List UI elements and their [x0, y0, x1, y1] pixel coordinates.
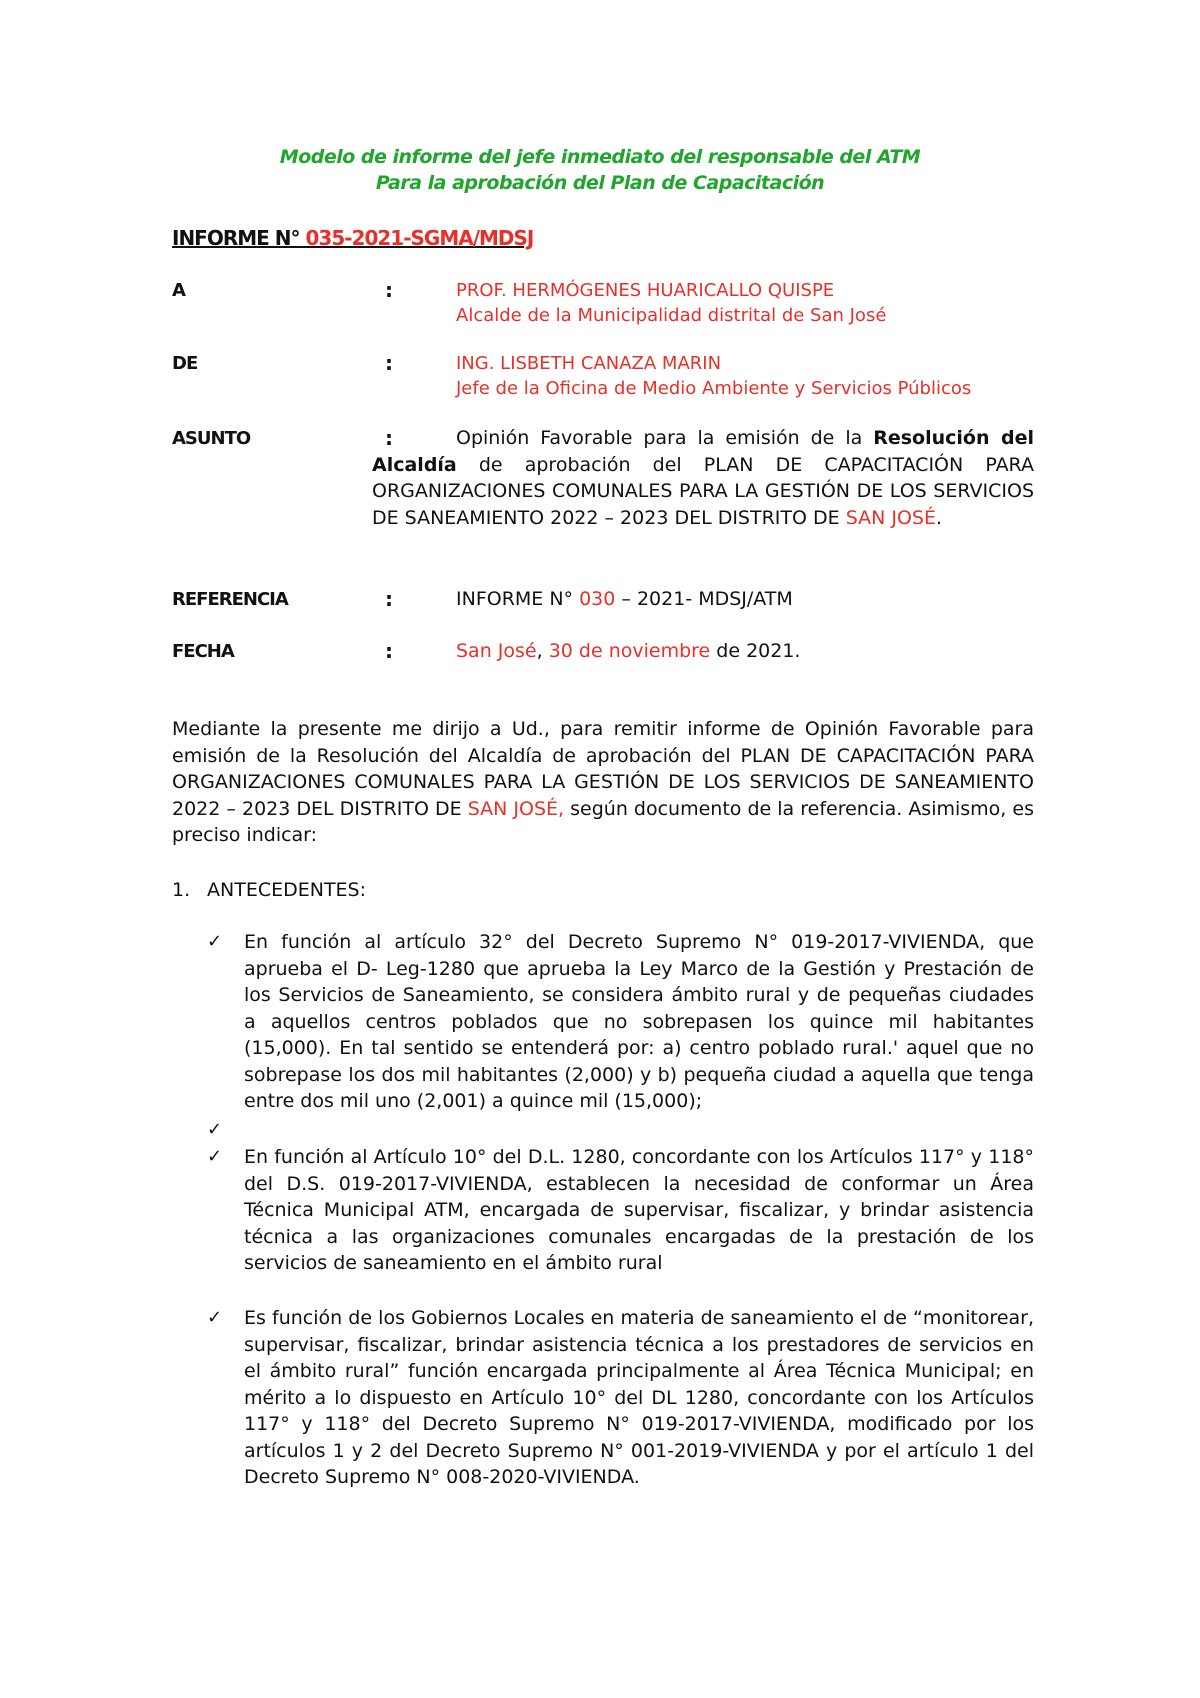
intro-text-1: Mediante la presente me dirijo a Ud., para remitir informe de Opinión Favorable para emisión de la Resolución del Alcaldía de aprobación del PLAN DE CAPACITACIÓN PARA ORGANIZACIONES COMUNALES PARA LA GESTIÓN DE LOS SERVICIOS DE SANEAMIENTO 2022 – 2023 DEL DISTRITO DE — [172, 718, 1034, 820]
intro-paragraph — [172, 716, 1034, 849]
field-a-label: A — [172, 280, 185, 301]
informe-number: 035-2021-SGMA/MDSJ — [305, 226, 534, 250]
fecha-year: de 2021. — [710, 640, 801, 662]
field-de-line2: Jefe de la Oficina de Medio Ambiente y Servicios Públicos — [456, 378, 972, 399]
asunto-colon: : — [385, 426, 393, 450]
asunto-text-3: . — [935, 506, 943, 529]
field-fecha-value — [456, 639, 800, 664]
field-asunto-label: ASUNTO — [172, 428, 251, 449]
bullet-item: En función al artículo 32° del Decreto Supremo N° 019-2017-VIVIENDA, que aprueba el D- Leg-1280 que aprueba la Ley Marco de la Gestión y Prestación de los Servicios de Saneamiento, se considera ámbito rural y de pequeñas ciudades a aquellos centros poblados que no sobrepasen los quince mil habitantes (15,000). En tal sentido se entenderá por: a) centro poblado rural.' aquel que no sobrepase los dos mil habitantes (2,000) y b) pequeña ciudad a aquella que tenga entre dos mil uno (2,001) a quince mil (15,000); — [244, 931, 1034, 1112]
informe-prefix: INFORME N° — [172, 226, 306, 250]
bullet-item: Es función de los Gobiernos Locales en materia de saneamiento el de “monitorear, supervisar, fiscalizar, brindar asistencia técnica a los prestadores de servicios en el ámbito rural” función encargada principalmente al Área Técnica Municipal; en mérito a lo dispuesto en Artículo 10° del DL 1280, concordante con los Artículos 117° y 118° del Decreto Supremo N° 019-2017-VIVIENDA, modificado por los artículos 1 y 2 del Decreto Supremo N° 001-2019-VIVIENDA y por el artículo 1 del Decreto Supremo N° 008-2020-VIVIENDA. — [244, 1307, 1034, 1488]
check-icon: ✓ — [207, 931, 223, 952]
check-icon: ✓ — [207, 1119, 223, 1140]
field-referencia-value — [456, 587, 793, 612]
header-title-line2: Para la aprobación del Plan de Capacitación — [375, 172, 825, 194]
fecha-date: 30 de noviembre — [548, 640, 711, 662]
header-title-line1: Modelo de informe del jefe inmediato del responsable del ATM — [279, 146, 921, 168]
field-a-line1: PROF. HERMÓGENES HUARICALLO QUISPE — [456, 280, 835, 301]
field-de-label: DE — [172, 353, 198, 374]
field-referencia-label: REFERENCIA — [172, 589, 288, 610]
referencia-text-2: – 2021- MDSJ/ATM — [615, 588, 793, 610]
field-a-colon: : — [385, 278, 393, 302]
section-1-title: ANTECEDENTES: — [207, 879, 367, 901]
intro-red-text: SAN JOSÉ, — [467, 797, 565, 820]
fecha-place: San José — [456, 640, 537, 662]
fecha-sep: , — [536, 640, 549, 662]
bullet-item: En función al Artículo 10° del D.L. 1280, concordante con los Artículos 117° y 118° del D.S. 019-2017-VIVIENDA, establecen la necesidad de conformar un Área Técnica Municipal ATM, encargada de supervisar, fiscalizar, y brindar asistencia técnica a las organizaciones comunales encargadas de la prestación de los servicios de saneamiento en el ámbito rural — [244, 1146, 1034, 1274]
field-de-colon: : — [385, 351, 393, 375]
check-icon: ✓ — [207, 1307, 223, 1328]
field-fecha-label: FECHA — [172, 641, 234, 662]
asunto-bold-text: Resolución del Alcaldía — [372, 427, 1035, 476]
field-de-line1: ING. LISBETH CANAZA MARIN — [456, 353, 722, 374]
section-1-number: 1. — [172, 879, 191, 901]
field-a-line2: Alcalde de la Municipalidad distrital de San José — [456, 305, 887, 326]
asunto-text-1: Opinión Favorable para la emisión de la — [456, 427, 874, 449]
check-icon: ✓ — [207, 1146, 223, 1167]
intro-text-2: según documento de la referencia. Asimismo, es preciso indicar: — [172, 797, 1034, 846]
asunto-text-2: de aprobación del PLAN DE CAPACITACIÓN PARA ORGANIZACIONES COMUNALES PARA LA GESTIÓN DE LOS SERVICIOS DE SANEAMIENTO 2022 – 2023 DEL DISTRITO DE — [372, 453, 1034, 529]
field-asunto-value — [372, 425, 1034, 531]
referencia-number: 030 — [579, 588, 616, 610]
informe-heading — [172, 226, 533, 250]
referencia-text-1: INFORME N° — [456, 588, 580, 610]
asunto-red-text: SAN JOSÉ — [845, 506, 936, 529]
field-referencia-colon: : — [385, 587, 393, 611]
field-fecha-colon: : — [385, 639, 393, 663]
